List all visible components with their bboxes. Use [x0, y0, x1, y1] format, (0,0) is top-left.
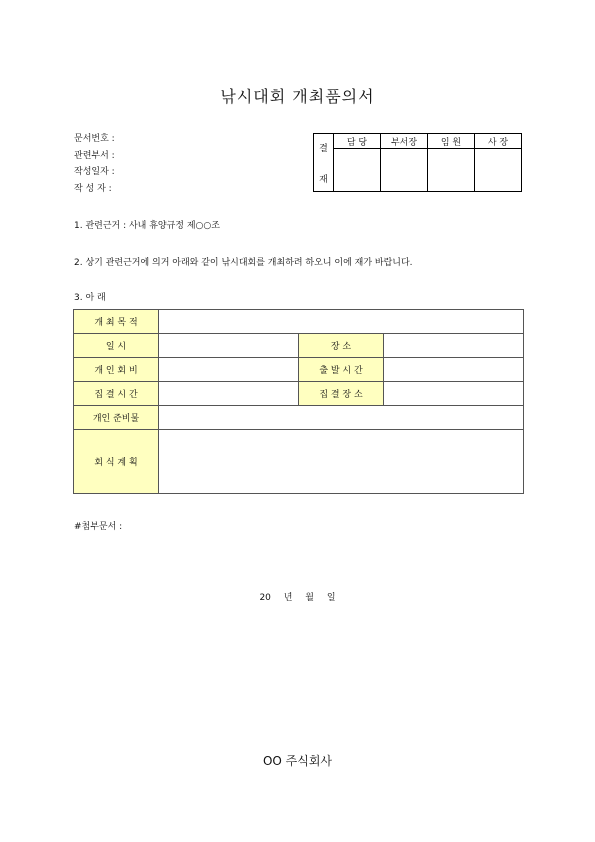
author-label: 작 성 자 : [74, 183, 112, 194]
request-paragraph: 2. 상기 관련근거에 의거 아래와 같이 낚시대회를 개최하려 하오니 이에 재가 바랍니다. [74, 258, 413, 268]
doc-number-label: 문서번호 : [74, 134, 115, 144]
approval-sign-manager[interactable] [381, 149, 428, 192]
meal-plan-field[interactable] [159, 430, 524, 494]
place-field[interactable] [384, 334, 524, 358]
date-line: 20 년 월 일 [259, 593, 336, 603]
fee-field[interactable] [159, 358, 299, 382]
dept-label: 관련부서 : [74, 150, 115, 161]
below-heading: 3. 아 래 [74, 293, 106, 303]
items-field[interactable] [159, 406, 524, 430]
date-label: 작성일자 : [74, 167, 115, 177]
approval-header-executive: 임 원 [428, 134, 475, 149]
gather-time-label: 집 결 시 간 [74, 382, 159, 406]
meal-plan-label: 회 식 계 획 [74, 430, 159, 494]
basis-paragraph: 1. 관련근거 : 사내 휴양규정 제○○조 [74, 221, 220, 231]
depart-time-field[interactable] [384, 358, 524, 382]
event-form-table [73, 309, 524, 494]
purpose-field[interactable] [159, 310, 524, 334]
purpose-label: 개 최 목 적 [74, 310, 159, 334]
approval-sign-executive[interactable] [428, 149, 475, 192]
approval-header-president: 사 장 [475, 134, 522, 149]
approval-sign-president[interactable] [475, 149, 522, 192]
attachment-label: #첨부문서 : [74, 522, 123, 532]
approval-sign-staff[interactable] [334, 149, 381, 192]
approval-header-staff: 담 당 [334, 134, 381, 149]
approval-header-manager: 부서장 [381, 134, 428, 149]
depart-time-label: 출 발 시 간 [299, 358, 384, 382]
gather-place-field[interactable] [384, 382, 524, 406]
datetime-label: 일 시 [74, 334, 159, 358]
document-title: 낚시대회 개최품의서 [220, 87, 375, 106]
approval-table [313, 133, 522, 192]
gather-time-field[interactable] [159, 382, 299, 406]
items-label: 개인 준비물 [74, 406, 159, 430]
gather-place-label: 집 결 장 소 [299, 382, 384, 406]
approval-side-label: 결 재 [314, 134, 334, 192]
company-name: OO 주식회사 [262, 754, 333, 768]
document-meta [74, 131, 115, 197]
place-label: 장 소 [299, 334, 384, 358]
fee-label: 개 인 회 비 [74, 358, 159, 382]
datetime-field[interactable] [159, 334, 299, 358]
